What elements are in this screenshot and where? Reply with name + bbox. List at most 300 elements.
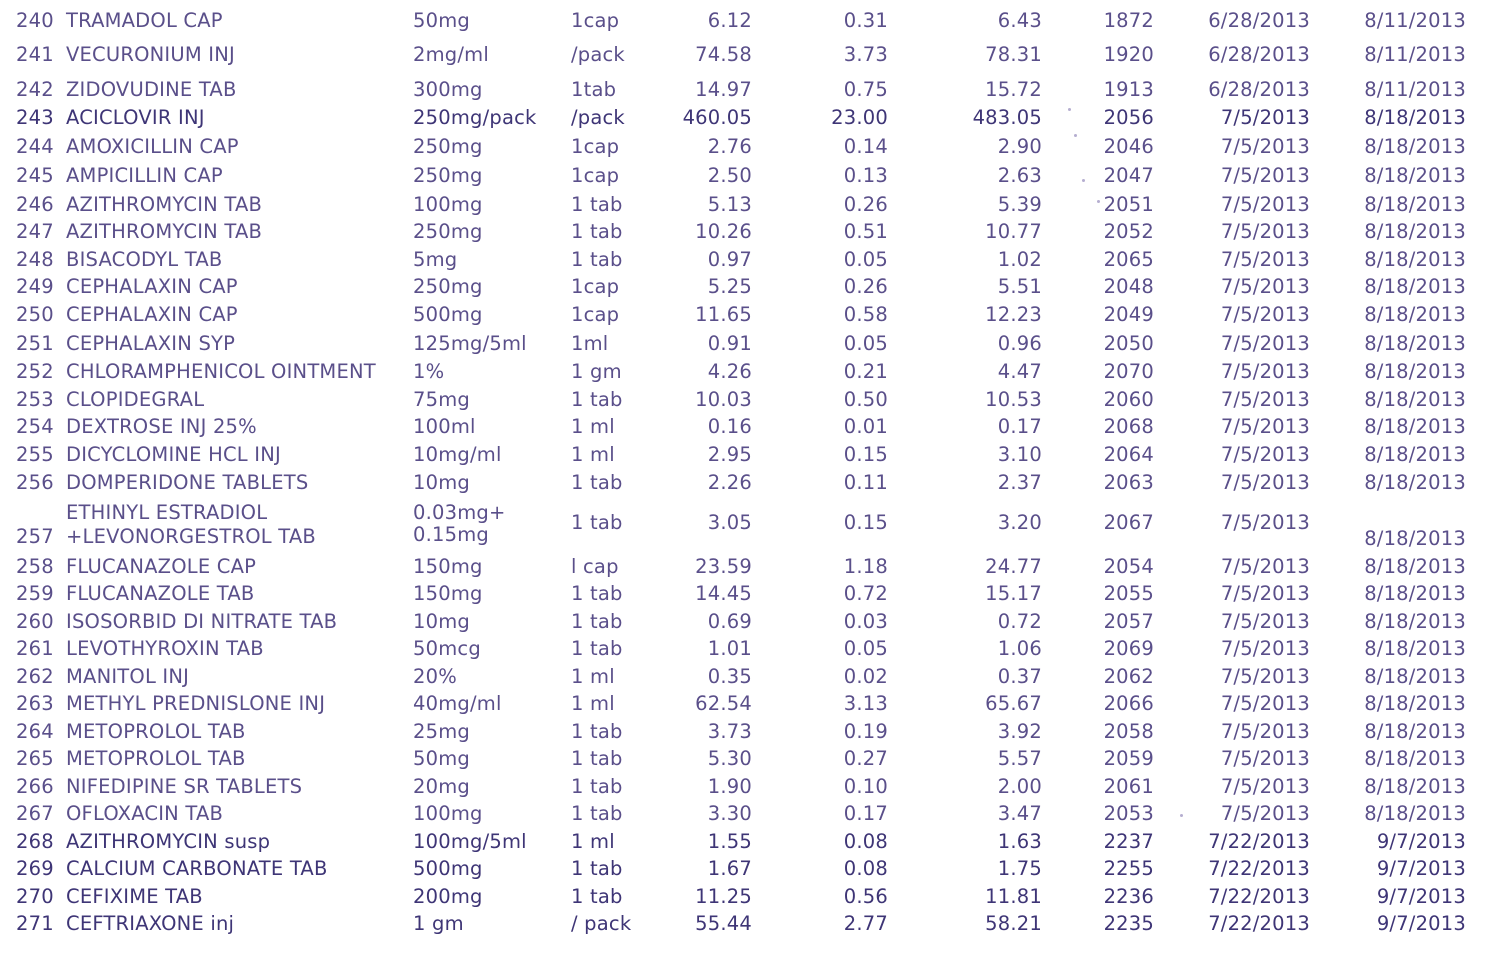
item-code: 2054 <box>1103 555 1154 578</box>
row-number: 258 <box>16 555 54 578</box>
price-tax: 0.02 <box>843 665 888 688</box>
row-number: 255 <box>16 443 54 466</box>
strength: 100ml <box>413 415 476 438</box>
item-code: 2237 <box>1103 830 1154 853</box>
unit: 1 tab <box>571 637 623 660</box>
end-date: 8/11/2013 <box>1364 9 1466 32</box>
price-total: 10.77 <box>985 220 1042 243</box>
table-row <box>0 911 1488 937</box>
price-total: 3.20 <box>997 511 1042 534</box>
table-row <box>0 500 1488 550</box>
row-number: 240 <box>16 9 54 32</box>
price-tax: 0.15 <box>843 511 888 534</box>
end-date: 8/18/2013 <box>1364 665 1466 688</box>
table-row <box>0 884 1488 910</box>
strength: 250mg <box>413 220 483 243</box>
price-base: 14.97 <box>695 78 752 101</box>
price-tax: 0.08 <box>843 830 888 853</box>
price-tax: 0.05 <box>843 248 888 271</box>
end-date: 8/18/2013 <box>1364 193 1466 216</box>
price-base: 2.95 <box>707 443 752 466</box>
price-total: 12.23 <box>985 303 1042 326</box>
drug-name: CEFIXIME TAB <box>66 885 203 908</box>
strength-line2: 0.15mg <box>413 523 489 546</box>
table-row <box>0 719 1488 745</box>
drug-name: DICYCLOMINE HCL INJ <box>66 443 281 466</box>
drug-name: VECURONIUM INJ <box>66 43 235 66</box>
end-date: 8/18/2013 <box>1364 332 1466 355</box>
unit: 1 tab <box>571 193 623 216</box>
row-number: 271 <box>16 912 54 935</box>
start-date: 7/5/2013 <box>1220 471 1310 494</box>
price-total: 2.37 <box>997 471 1042 494</box>
unit: 1 gm <box>571 360 622 383</box>
strength: 10mg <box>413 471 470 494</box>
row-number: 250 <box>16 303 54 326</box>
drug-name: TRAMADOL CAP <box>66 9 223 32</box>
price-base: 74.58 <box>695 43 752 66</box>
price-tax: 0.50 <box>843 388 888 411</box>
start-date: 7/5/2013 <box>1220 303 1310 326</box>
strength: 125mg/5ml <box>413 332 527 355</box>
price-base: 1.90 <box>707 775 752 798</box>
price-base: 0.35 <box>707 665 752 688</box>
row-number: 242 <box>16 78 54 101</box>
drug-name: AZITHROMYCIN susp <box>66 830 271 853</box>
drug-name: LEVOTHYROXIN TAB <box>66 637 264 660</box>
unit: 1 tab <box>571 885 623 908</box>
price-tax: 0.31 <box>843 9 888 32</box>
strength: 100mg <box>413 802 483 825</box>
price-base: 10.03 <box>695 388 752 411</box>
price-tax: 0.11 <box>843 471 888 494</box>
unit: 1 ml <box>571 830 615 853</box>
end-date: 8/18/2013 <box>1364 720 1466 743</box>
end-date: 8/18/2013 <box>1364 303 1466 326</box>
strength: 500mg <box>413 857 483 880</box>
drug-name: AZITHROMYCIN TAB <box>66 220 263 243</box>
drug-name: CEPHALAXIN CAP <box>66 275 238 298</box>
item-code: 2255 <box>1103 857 1154 880</box>
strength: 150mg <box>413 582 483 605</box>
drug-name: CLOPIDEGRAL <box>66 388 205 411</box>
price-base: 5.25 <box>707 275 752 298</box>
item-code: 2055 <box>1103 582 1154 605</box>
table-row <box>0 801 1488 827</box>
scan-speck <box>1097 200 1100 203</box>
price-tax: 1.18 <box>843 555 888 578</box>
strength: 40mg/ml <box>413 692 502 715</box>
end-date: 8/18/2013 <box>1364 692 1466 715</box>
start-date: 7/5/2013 <box>1220 802 1310 825</box>
item-code: 1920 <box>1103 43 1154 66</box>
price-base: 1.67 <box>707 857 752 880</box>
item-code: 2049 <box>1103 303 1154 326</box>
strength: 5mg <box>413 248 458 271</box>
item-code: 2064 <box>1103 443 1154 466</box>
start-date: 6/28/2013 <box>1208 9 1310 32</box>
price-tax: 3.73 <box>843 43 888 66</box>
price-base: 10.26 <box>695 220 752 243</box>
price-tax: 0.17 <box>843 802 888 825</box>
price-total: 1.06 <box>997 637 1042 660</box>
end-date: 8/18/2013 <box>1364 802 1466 825</box>
price-tax: 0.26 <box>843 193 888 216</box>
price-tax: 0.72 <box>843 582 888 605</box>
price-total: 2.00 <box>997 775 1042 798</box>
unit: 1 tab <box>571 220 623 243</box>
drug-name: AZITHROMYCIN TAB <box>66 193 263 216</box>
drug-name: ISOSORBID DI NITRATE TAB <box>66 610 338 633</box>
price-base: 5.30 <box>707 747 752 770</box>
start-date: 7/5/2013 <box>1220 692 1310 715</box>
price-tax: 0.21 <box>843 360 888 383</box>
price-total: 0.17 <box>997 415 1042 438</box>
start-date: 7/5/2013 <box>1220 511 1310 534</box>
unit: 1ml <box>571 332 609 355</box>
price-tax: 3.13 <box>843 692 888 715</box>
item-code: 2066 <box>1103 692 1154 715</box>
price-total: 11.81 <box>985 885 1042 908</box>
strength: 75mg <box>413 388 470 411</box>
table-row <box>0 247 1488 273</box>
unit: 1cap <box>571 164 620 187</box>
table-row <box>0 470 1488 496</box>
drug-name: ZIDOVUDINE TAB <box>66 78 237 101</box>
price-total: 2.63 <box>997 164 1042 187</box>
unit: 1 tab <box>571 747 623 770</box>
price-total: 3.92 <box>997 720 1042 743</box>
strength: 50mg <box>413 747 470 770</box>
row-number: 256 <box>16 471 54 494</box>
unit: 1 ml <box>571 443 615 466</box>
unit: / pack <box>571 912 632 935</box>
price-total: 483.05 <box>972 106 1042 129</box>
price-base: 62.54 <box>695 692 752 715</box>
start-date: 7/5/2013 <box>1220 135 1310 158</box>
price-tax: 0.27 <box>843 747 888 770</box>
strength: 50mcg <box>413 637 481 660</box>
start-date: 7/5/2013 <box>1220 248 1310 271</box>
start-date: 7/5/2013 <box>1220 164 1310 187</box>
scan-speck <box>1180 814 1183 817</box>
row-number: 247 <box>16 220 54 243</box>
price-base: 1.01 <box>707 637 752 660</box>
row-number: 269 <box>16 857 54 880</box>
unit: 1 tab <box>571 471 623 494</box>
unit: l cap <box>571 555 619 578</box>
price-tax: 0.05 <box>843 637 888 660</box>
price-total: 6.43 <box>997 9 1042 32</box>
table-row <box>0 387 1488 413</box>
row-number: 266 <box>16 775 54 798</box>
start-date: 7/5/2013 <box>1220 332 1310 355</box>
price-total: 3.10 <box>997 443 1042 466</box>
strength: 500mg <box>413 303 483 326</box>
item-code: 2068 <box>1103 415 1154 438</box>
strength: 250mg <box>413 135 483 158</box>
row-number: 243 <box>16 106 54 129</box>
end-date: 9/7/2013 <box>1376 912 1466 935</box>
price-tax: 0.14 <box>843 135 888 158</box>
start-date: 7/22/2013 <box>1208 885 1310 908</box>
row-number: 261 <box>16 637 54 660</box>
start-date: 7/5/2013 <box>1220 720 1310 743</box>
price-base: 3.05 <box>707 511 752 534</box>
strength: 1 gm <box>413 912 464 935</box>
end-date: 9/7/2013 <box>1376 857 1466 880</box>
end-date: 8/18/2013 <box>1364 106 1466 129</box>
row-number: 248 <box>16 248 54 271</box>
table-row <box>0 774 1488 800</box>
start-date: 6/28/2013 <box>1208 43 1310 66</box>
drug-name: METHYL PREDNISLONE INJ <box>66 692 326 715</box>
drug-name: METOPROLOL TAB <box>66 720 246 743</box>
row-number: 259 <box>16 582 54 605</box>
price-total: 0.37 <box>997 665 1042 688</box>
strength: 50mg <box>413 9 470 32</box>
price-base: 0.16 <box>707 415 752 438</box>
item-code: 2067 <box>1103 511 1154 534</box>
price-total: 1.63 <box>997 830 1042 853</box>
table-row <box>0 77 1488 103</box>
table-row <box>0 442 1488 468</box>
unit: 1 tab <box>571 511 623 534</box>
item-code: 2057 <box>1103 610 1154 633</box>
table-row <box>0 746 1488 772</box>
unit: 1cap <box>571 135 620 158</box>
drug-name: CHLORAMPHENICOL OINTMENT <box>66 360 376 383</box>
table-row <box>0 664 1488 690</box>
strength: 250mg <box>413 275 483 298</box>
start-date: 7/5/2013 <box>1220 415 1310 438</box>
start-date: 7/22/2013 <box>1208 857 1310 880</box>
price-base: 460.05 <box>682 106 752 129</box>
unit: 1 ml <box>571 692 615 715</box>
row-number: 257 <box>16 525 54 548</box>
end-date: 9/7/2013 <box>1376 830 1466 853</box>
start-date: 7/5/2013 <box>1220 775 1310 798</box>
scan-speck <box>1074 134 1077 137</box>
drug-name: METOPROLOL TAB <box>66 747 246 770</box>
item-code: 2048 <box>1103 275 1154 298</box>
table-row <box>0 8 1488 34</box>
item-code: 2050 <box>1103 332 1154 355</box>
start-date: 7/5/2013 <box>1220 582 1310 605</box>
end-date: 8/18/2013 <box>1364 555 1466 578</box>
start-date: 7/22/2013 <box>1208 912 1310 935</box>
table-row <box>0 219 1488 245</box>
item-code: 2065 <box>1103 248 1154 271</box>
end-date: 8/18/2013 <box>1364 135 1466 158</box>
strength: 300mg <box>413 78 483 101</box>
price-total: 15.72 <box>985 78 1042 101</box>
drug-name: CALCIUM CARBONATE TAB <box>66 857 328 880</box>
row-number: 246 <box>16 193 54 216</box>
price-base: 14.45 <box>695 582 752 605</box>
strength: 200mg <box>413 885 483 908</box>
table-row <box>0 302 1488 328</box>
unit: 1 tab <box>571 248 623 271</box>
strength: 2mg/ml <box>413 43 489 66</box>
strength: 250mg <box>413 164 483 187</box>
strength: 100mg/5ml <box>413 830 527 853</box>
price-base: 5.13 <box>707 193 752 216</box>
start-date: 7/5/2013 <box>1220 275 1310 298</box>
price-base: 0.97 <box>707 248 752 271</box>
drug-name: AMPICILLIN CAP <box>66 164 223 187</box>
table-row <box>0 331 1488 357</box>
unit: 1cap <box>571 275 620 298</box>
item-code: 2236 <box>1103 885 1154 908</box>
price-total: 65.67 <box>985 692 1042 715</box>
drug-name: ACICLOVIR INJ <box>66 106 205 129</box>
price-total: 24.77 <box>985 555 1042 578</box>
start-date: 7/5/2013 <box>1220 388 1310 411</box>
price-total: 4.47 <box>997 360 1042 383</box>
table-row <box>0 829 1488 855</box>
price-tax: 2.77 <box>843 912 888 935</box>
drug-name-line1: ETHINYL ESTRADIOL <box>66 501 268 524</box>
strength-line1: 0.03mg+ <box>413 501 506 524</box>
unit: 1 tab <box>571 582 623 605</box>
drug-name: AMOXICILLIN CAP <box>66 135 239 158</box>
row-number: 262 <box>16 665 54 688</box>
table-row <box>0 554 1488 580</box>
unit: /pack <box>571 43 625 66</box>
row-number: 253 <box>16 388 54 411</box>
drug-name: FLUCANAZOLE CAP <box>66 555 257 578</box>
end-date: 8/18/2013 <box>1364 220 1466 243</box>
end-date: 8/18/2013 <box>1364 775 1466 798</box>
table-row <box>0 192 1488 218</box>
price-total: 58.21 <box>985 912 1042 935</box>
drug-name: NIFEDIPINE SR TABLETS <box>66 775 303 798</box>
table-row <box>0 636 1488 662</box>
unit: 1 tab <box>571 610 623 633</box>
row-number: 249 <box>16 275 54 298</box>
item-code: 2063 <box>1103 471 1154 494</box>
row-number: 267 <box>16 802 54 825</box>
row-number: 260 <box>16 610 54 633</box>
price-tax: 0.08 <box>843 857 888 880</box>
price-base: 11.25 <box>695 885 752 908</box>
price-total: 1.02 <box>997 248 1042 271</box>
price-tax: 0.19 <box>843 720 888 743</box>
end-date: 8/18/2013 <box>1364 275 1466 298</box>
end-date: 8/18/2013 <box>1364 388 1466 411</box>
price-base: 1.55 <box>707 830 752 853</box>
unit: 1cap <box>571 303 620 326</box>
end-date: 8/18/2013 <box>1364 415 1466 438</box>
start-date: 7/22/2013 <box>1208 830 1310 853</box>
end-date: 8/18/2013 <box>1364 360 1466 383</box>
scan-speck <box>1068 108 1071 111</box>
strength: 20mg <box>413 775 470 798</box>
price-tax: 0.01 <box>843 415 888 438</box>
start-date: 7/5/2013 <box>1220 106 1310 129</box>
drug-name: FLUCANAZOLE TAB <box>66 582 255 605</box>
end-date: 8/18/2013 <box>1364 582 1466 605</box>
start-date: 6/28/2013 <box>1208 78 1310 101</box>
item-code: 2059 <box>1103 747 1154 770</box>
item-code: 2069 <box>1103 637 1154 660</box>
item-code: 1872 <box>1103 9 1154 32</box>
price-tax: 0.15 <box>843 443 888 466</box>
price-total: 5.51 <box>997 275 1042 298</box>
unit: 1 ml <box>571 665 615 688</box>
table-row <box>0 42 1488 68</box>
end-date: 8/18/2013 <box>1364 527 1466 550</box>
table-row <box>0 691 1488 717</box>
start-date: 7/5/2013 <box>1220 610 1310 633</box>
drug-name: CEPHALAXIN CAP <box>66 303 238 326</box>
item-code: 2062 <box>1103 665 1154 688</box>
price-tax: 0.05 <box>843 332 888 355</box>
start-date: 7/5/2013 <box>1220 637 1310 660</box>
unit: 1 tab <box>571 388 623 411</box>
table-row <box>0 359 1488 385</box>
price-total: 10.53 <box>985 388 1042 411</box>
end-date: 8/18/2013 <box>1364 248 1466 271</box>
table-row <box>0 856 1488 882</box>
price-base: 0.69 <box>707 610 752 633</box>
item-code: 2053 <box>1103 802 1154 825</box>
table-row <box>0 105 1488 131</box>
unit: 1 tab <box>571 775 623 798</box>
item-code: 2056 <box>1103 106 1154 129</box>
table-row <box>0 274 1488 300</box>
price-total: 0.96 <box>997 332 1042 355</box>
price-base: 4.26 <box>707 360 752 383</box>
unit: 1cap <box>571 9 620 32</box>
price-base: 2.76 <box>707 135 752 158</box>
price-total: 5.39 <box>997 193 1042 216</box>
start-date: 7/5/2013 <box>1220 665 1310 688</box>
price-base: 6.12 <box>707 9 752 32</box>
drug-name: MANITOL INJ <box>66 665 190 688</box>
item-code: 2061 <box>1103 775 1154 798</box>
start-date: 7/5/2013 <box>1220 193 1310 216</box>
row-number: 251 <box>16 332 54 355</box>
drug-name: CEPHALAXIN SYP <box>66 332 236 355</box>
unit: 1 tab <box>571 857 623 880</box>
strength: 10mg <box>413 610 470 633</box>
drug-name: OFLOXACIN TAB <box>66 802 224 825</box>
price-base: 11.65 <box>695 303 752 326</box>
unit: /pack <box>571 106 625 129</box>
end-date: 8/18/2013 <box>1364 164 1466 187</box>
drug-name: CEFTRIAXONE inj <box>66 912 235 935</box>
start-date: 7/5/2013 <box>1220 220 1310 243</box>
item-code: 2060 <box>1103 388 1154 411</box>
price-base: 2.26 <box>707 471 752 494</box>
price-total: 78.31 <box>985 43 1042 66</box>
row-number: 270 <box>16 885 54 908</box>
strength: 1% <box>413 360 445 383</box>
price-tax: 0.10 <box>843 775 888 798</box>
end-date: 8/11/2013 <box>1364 43 1466 66</box>
end-date: 9/7/2013 <box>1376 885 1466 908</box>
row-number: 265 <box>16 747 54 770</box>
item-code: 2058 <box>1103 720 1154 743</box>
price-total: 2.90 <box>997 135 1042 158</box>
drug-name: DEXTROSE INJ 25% <box>66 415 257 438</box>
end-date: 8/18/2013 <box>1364 443 1466 466</box>
item-code: 2051 <box>1103 193 1154 216</box>
start-date: 7/5/2013 <box>1220 443 1310 466</box>
unit: 1tab <box>571 78 617 101</box>
